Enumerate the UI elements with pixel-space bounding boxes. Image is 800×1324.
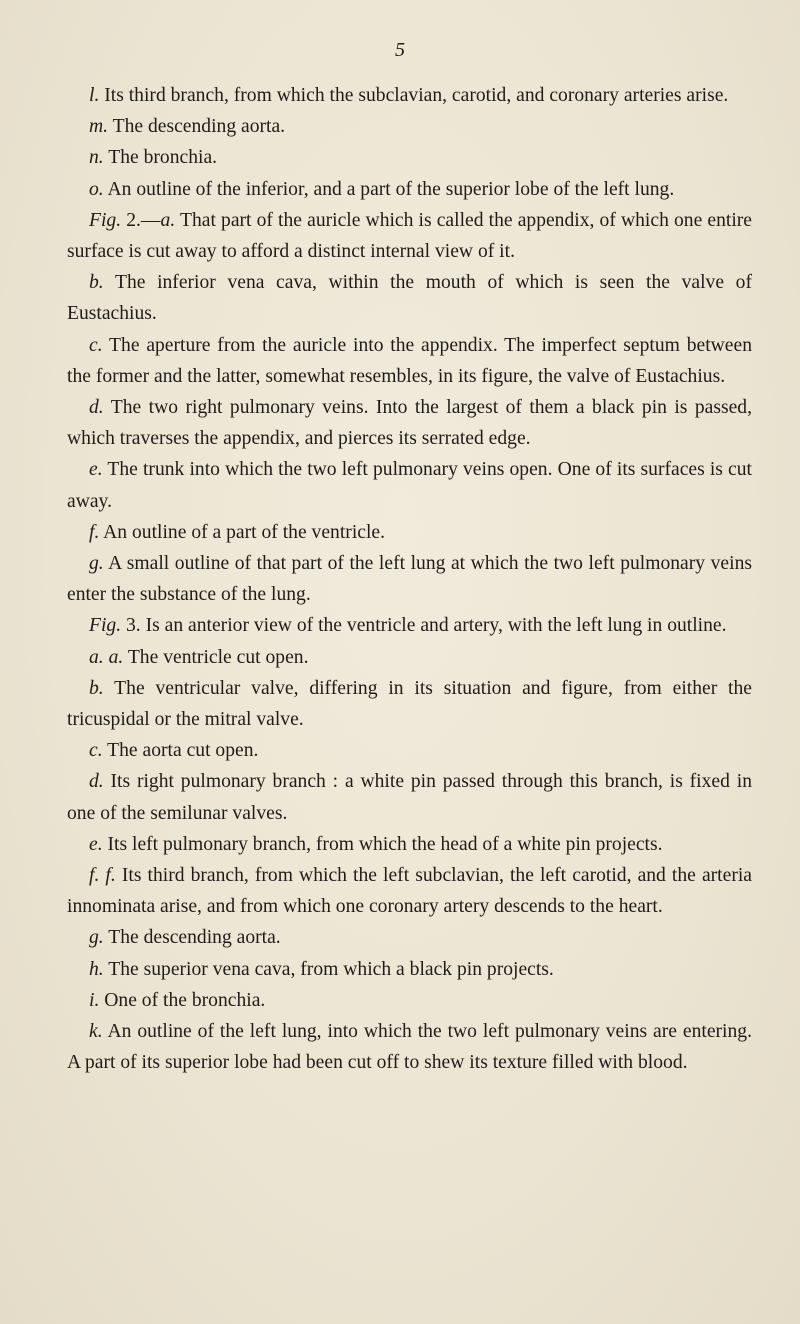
item-label: h.	[89, 958, 104, 980]
item-label: d.	[89, 397, 104, 419]
description-paragraph	[67, 1016, 752, 1078]
item-text: Its third branch, from which the subclavian, carotid, and coronary arteries arise.	[99, 85, 729, 106]
description-paragraph	[67, 985, 752, 1016]
item-text: The trunk into which the two left pulmonary veins open. One of its surfaces is cut away.	[67, 459, 752, 512]
item-text: The bronchia.	[103, 147, 218, 169]
item-text: The aorta cut open.	[102, 740, 259, 762]
description-paragraph	[67, 111, 752, 142]
description-paragraph	[67, 174, 752, 205]
description-paragraph	[67, 829, 752, 860]
item-label: n.	[89, 147, 104, 169]
figure-number: 2.—	[121, 209, 161, 231]
item-text: Its third branch, from which the left subclavian, the left carotid, and the arteria innominata arise, and from which one coronary artery descends to the heart.	[67, 865, 752, 918]
item-text: An outline of the inferior, and a part of the superior lobe of the left lung.	[103, 178, 675, 200]
description-paragraph	[67, 766, 752, 828]
description-paragraph	[67, 454, 752, 516]
item-label: o.	[89, 178, 104, 200]
description-paragraph	[67, 673, 752, 735]
figure-reference: Fig.	[89, 615, 122, 637]
item-label: g.	[89, 553, 104, 575]
description-paragraph	[67, 735, 752, 766]
page-number: 5	[395, 39, 405, 61]
item-text: An outline of a part of the ventricle.	[99, 521, 385, 543]
item-label: a. a.	[89, 646, 124, 668]
item-text: Its right pulmonary branch : a white pin passed through this branch, is fixed in one of the semilunar valves.	[67, 771, 752, 824]
item-label: b.	[89, 677, 104, 699]
item-label: c.	[89, 334, 103, 356]
description-paragraph	[67, 392, 752, 454]
item-text: Is an anterior view of the ventricle and artery, with the left lung in outline.	[140, 615, 727, 637]
item-text: The superior vena cava, from which a black pin projects.	[103, 958, 554, 980]
item-label: m.	[89, 116, 109, 138]
description-paragraph	[67, 642, 752, 673]
item-text: An outline of the left lung, into which the two left pulmonary veins are entering. A part of its superior lobe had been cut off to shew its texture filled with blood.	[67, 1021, 752, 1074]
text-block	[67, 80, 752, 1079]
item-label: d.	[89, 771, 104, 793]
item-label: i.	[89, 989, 100, 1011]
description-paragraph	[67, 205, 752, 267]
item-text: The two right pulmonary veins. Into the largest of them a black pin is passed, which traverses the appendix, and pierces its serrated edge.	[67, 397, 752, 450]
description-paragraph	[67, 610, 752, 641]
description-paragraph	[67, 142, 752, 173]
item-label: g.	[89, 927, 104, 949]
item-label: b.	[89, 272, 104, 294]
item-text: The ventricle cut open.	[123, 646, 309, 668]
description-paragraph	[67, 330, 752, 392]
item-label: c.	[89, 740, 103, 762]
item-text: The aperture from the auricle into the appendix. The imperfect septum between the former and the latter, somewhat resembles, in its figure, the valve of Eustachius.	[67, 334, 752, 387]
description-paragraph	[67, 548, 752, 610]
item-label: l.	[89, 85, 100, 106]
item-text: The ventricular valve, differing in its situation and figure, from either the tricuspidal or the mitral valve.	[67, 677, 752, 731]
item-text: A small outline of that part of the left lung at which the two left pulmonary veins enter the substance of the lung.	[67, 553, 752, 606]
figure-reference: Fig.	[89, 209, 122, 231]
item-text: The descending aorta.	[103, 927, 281, 949]
description-paragraph	[67, 517, 752, 548]
description-paragraph	[67, 922, 752, 953]
item-label: k.	[89, 1021, 103, 1043]
item-text: Its left pulmonary branch, from which the head of a white pin projects.	[102, 833, 663, 855]
item-label: f. f.	[89, 865, 116, 887]
description-paragraph	[67, 267, 752, 329]
item-label: f.	[89, 521, 100, 543]
figure-number: 3.	[121, 615, 141, 637]
item-text: One of the bronchia.	[99, 989, 266, 1011]
item-label: e.	[89, 833, 103, 855]
item-text: The inferior vena cava, within the mouth of which is seen the valve of Eustachius.	[67, 272, 752, 325]
item-label: e.	[89, 459, 103, 481]
item-label: a.	[160, 209, 176, 231]
item-text: The descending aorta.	[108, 116, 286, 138]
description-paragraph	[67, 80, 752, 111]
description-paragraph	[67, 954, 752, 985]
item-text: That part of the auricle which is called the appendix, of which one entire surface is cut away to afford a distinct internal view of it.	[67, 209, 753, 263]
description-paragraph	[67, 860, 752, 922]
